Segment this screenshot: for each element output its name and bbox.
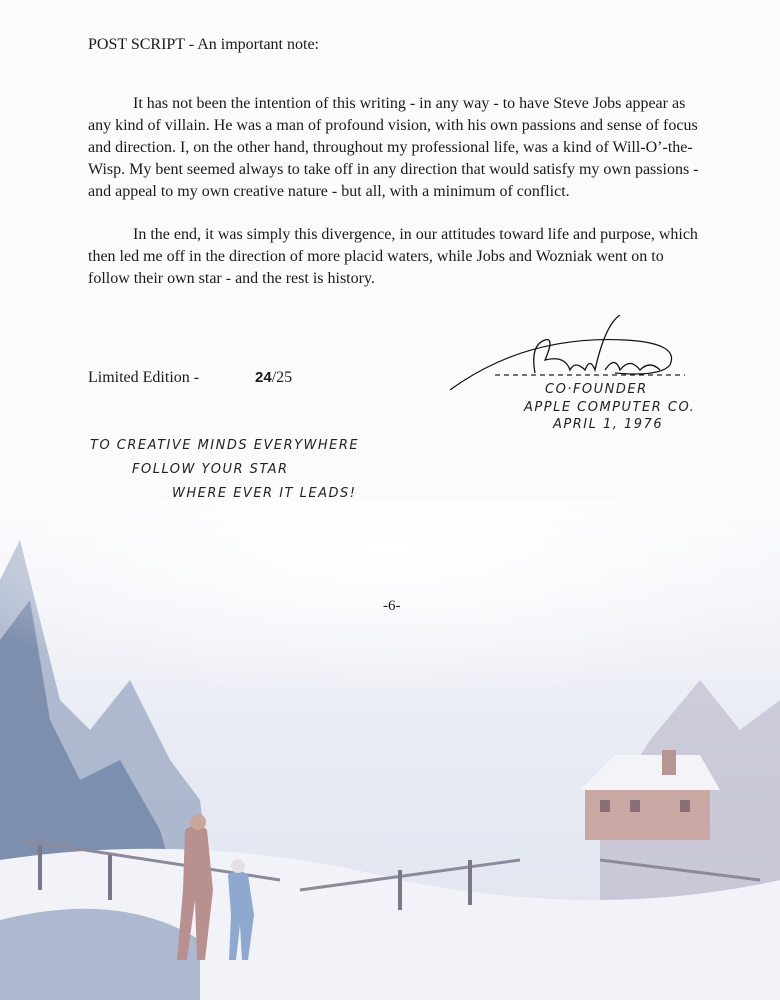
signature-company: APPLE COMPUTER CO. bbox=[524, 400, 696, 415]
handwritten-note-line-1: TO CREATIVE MINDS EVERYWHERE bbox=[90, 438, 360, 453]
limited-edition-line bbox=[88, 367, 293, 389]
body-paragraph-1: It has not been the intention of this writing - in any way - to have Steve Jobs appear as any kind of villain. He was a man of profound vision, with his own passions and sense of focus and direction. I, on the other hand, throughout my professional life, was a kind of Will-O’-the-Wisp. My bent seemed always to take off in any direction that would satisfy my own passions - and appeal to my own creative nature - but all, with a minimum of conflict. bbox=[88, 95, 699, 200]
edition-number bbox=[255, 367, 292, 389]
handwritten-note-line-3: WHERE EVER IT LEADS! bbox=[172, 486, 357, 501]
signature-date: APRIL 1, 1976 bbox=[553, 417, 664, 432]
body-paragraph-2: In the end, it was simply this divergence, in our attitudes toward life and purpose, which then led me off in the direction of more placid waters, while Jobs and Wozniak went on to follow their own star - and the rest is history. bbox=[88, 226, 698, 287]
winter-scene-illustration bbox=[0, 500, 780, 1000]
edition-total: /25 bbox=[271, 369, 293, 386]
handwritten-note-line-2: FOLLOW YOUR STAR bbox=[132, 462, 289, 477]
signature-title: CO·FOUNDER bbox=[545, 382, 648, 397]
edition-copy-number: 24 bbox=[255, 369, 272, 386]
edition-label: Limited Edition - bbox=[88, 369, 200, 386]
postscript-heading: POST SCRIPT - An important note: bbox=[88, 36, 319, 53]
page-number: -6- bbox=[383, 598, 401, 614]
